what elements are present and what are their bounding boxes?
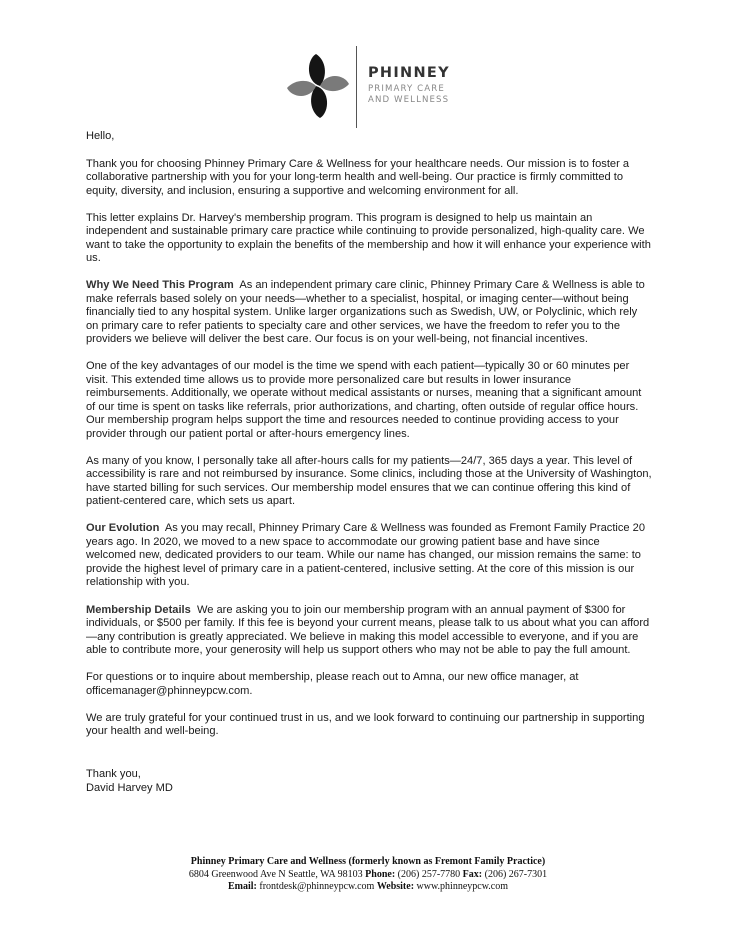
footer-practice-name: Phinney Primary Care and Wellness (formerly known as Fremont Family Practice) — [190, 856, 546, 867]
footer-fax-label: Fax: — [462, 868, 483, 880]
greeting: Hello, — [86, 130, 115, 142]
footer-email-label: Email: — [228, 881, 257, 893]
letterhead-footer — [0, 856, 736, 894]
paragraph-why-program — [86, 279, 652, 347]
membership-text: We are asking you to join our membership program with an annual payment of $300 for individuals, or $500 per family. If this fee is beyond your current means, please talk to us about what you can afford—any contribution is greatly appreciated. We believe in making this model accessible to everyone, and if you are able to contribute more, your generosity will help us support others who may not be able to pay the full amount. — [86, 603, 650, 657]
evolution-text: As you may recall, Phinney Primary Care & Wellness was founded as Fremont Family Practice 20 years ago. In 2020, we moved to a new space to accommodate our growing patient base and have since welcomed new, dedicated providers to our team. While our name has changed, our mission remains the same: to provide the highest level of primary care in a patient-centered, inclusive setting. At the core of this mission is our relationship with you. — [86, 522, 645, 589]
footer-website-label: Website: — [376, 881, 415, 893]
paragraph-program-overview: This letter explains Dr. Harvey's membership program. This program is designed to help us maintain an independent and sustainable primary care practice while continuing to provide personalized, high-quality care. We want to take the opportunity to explain the benefits of the membership and how it will enhance your experience with us. — [86, 211, 651, 265]
footer-fax: (206) 267-7301 — [484, 868, 548, 880]
footer-email[interactable]: frontdesk@phinneypcw.com — [259, 881, 375, 893]
why-program-text: As an independent primary care clinic, Phinney Primary Care & Wellness is able to make referrals based solely on your needs—whether to a specialist, hospital, or imaging center—without being financially tied to any hospital system. Unlike larger organizations such as Swedish, UW, or Polyclinic, which rely on primary care to refer patients to specialty care and other services, we have the freedom to refer you to the providers we believe will deliver the best care. Our focus is on your well-being, not financial incentives. — [86, 279, 645, 346]
footer-address-line — [0, 869, 736, 882]
footer-website[interactable]: www.phinneypcw.com — [416, 881, 508, 893]
letter-body — [86, 130, 652, 795]
paragraph-time-with-patients: One of the key advantages of our model is the time we spend with each patient—typically 30 or 60 minutes per visit. This extended time allows us to provide more personalized care but results in lower insurance reimbursements. Additionally, we operate without medical assistants or nurses, meaning that a significant amount of our time is spent on tasks like referrals, prior authorizations, and charting, often outside of regular office hours. Our membership program helps support the time and resources needed to continue providing access to your provider through our patient portal or after-hours emergency lines. — [86, 360, 642, 440]
logo-subtitle-line2: AND WELLNESS — [368, 95, 450, 105]
logo-divider — [356, 46, 357, 128]
footer-address: 6804 Greenwood Ave N Seattle, WA 98103 — [188, 868, 363, 880]
footer-phone: (206) 257-7780 — [397, 868, 461, 880]
signature-name: David Harvey MD — [86, 781, 173, 794]
logo-name: PHINNEY — [368, 65, 450, 81]
paragraph-gratitude: We are truly grateful for your continued trust in us, and we look forward to continuing our partnership in supporting your health and well-being. — [86, 711, 645, 738]
cross-petal-icon — [286, 52, 350, 120]
paragraph-after-hours: As many of you know, I personally take all after-hours calls for my patients—24/7, 365 days a year. This level of accessibility is rare and not reimbursed by insurance. Some clinics, including those at the University of Washington, have started billing for such services. Our membership model ensures that we can continue offering this kind of patient-centered care, which sets us apart. — [86, 454, 652, 508]
clinic-logo — [286, 46, 456, 130]
heading-why-program: Why We Need This Program — [86, 279, 234, 292]
paragraph-membership — [86, 604, 652, 658]
logo-subtitle-line1: PRIMARY CARE — [368, 84, 445, 94]
signoff-block — [86, 768, 652, 795]
footer-web-line — [0, 881, 736, 894]
paragraph-contact: For questions or to inquire about membership, please reach out to Amna, our new office manager, at officemanager@phinneypcw.com. — [86, 671, 579, 697]
heading-membership: Membership Details — [86, 603, 191, 616]
paragraph-evolution — [86, 522, 652, 590]
paragraph-intro: Thank you for choosing Phinney Primary Care & Wellness for your healthcare needs. Our mission is to foster a collaborative partnership with you for your long-term health and well-being. Our practice is firmly committed to equity, diversity, and inclusion, ensuring a supportive and welcoming environment for all. — [86, 157, 630, 197]
signoff-text: Thank you, — [86, 768, 141, 781]
heading-evolution: Our Evolution — [86, 522, 160, 535]
footer-phone-label: Phone: — [365, 868, 396, 880]
